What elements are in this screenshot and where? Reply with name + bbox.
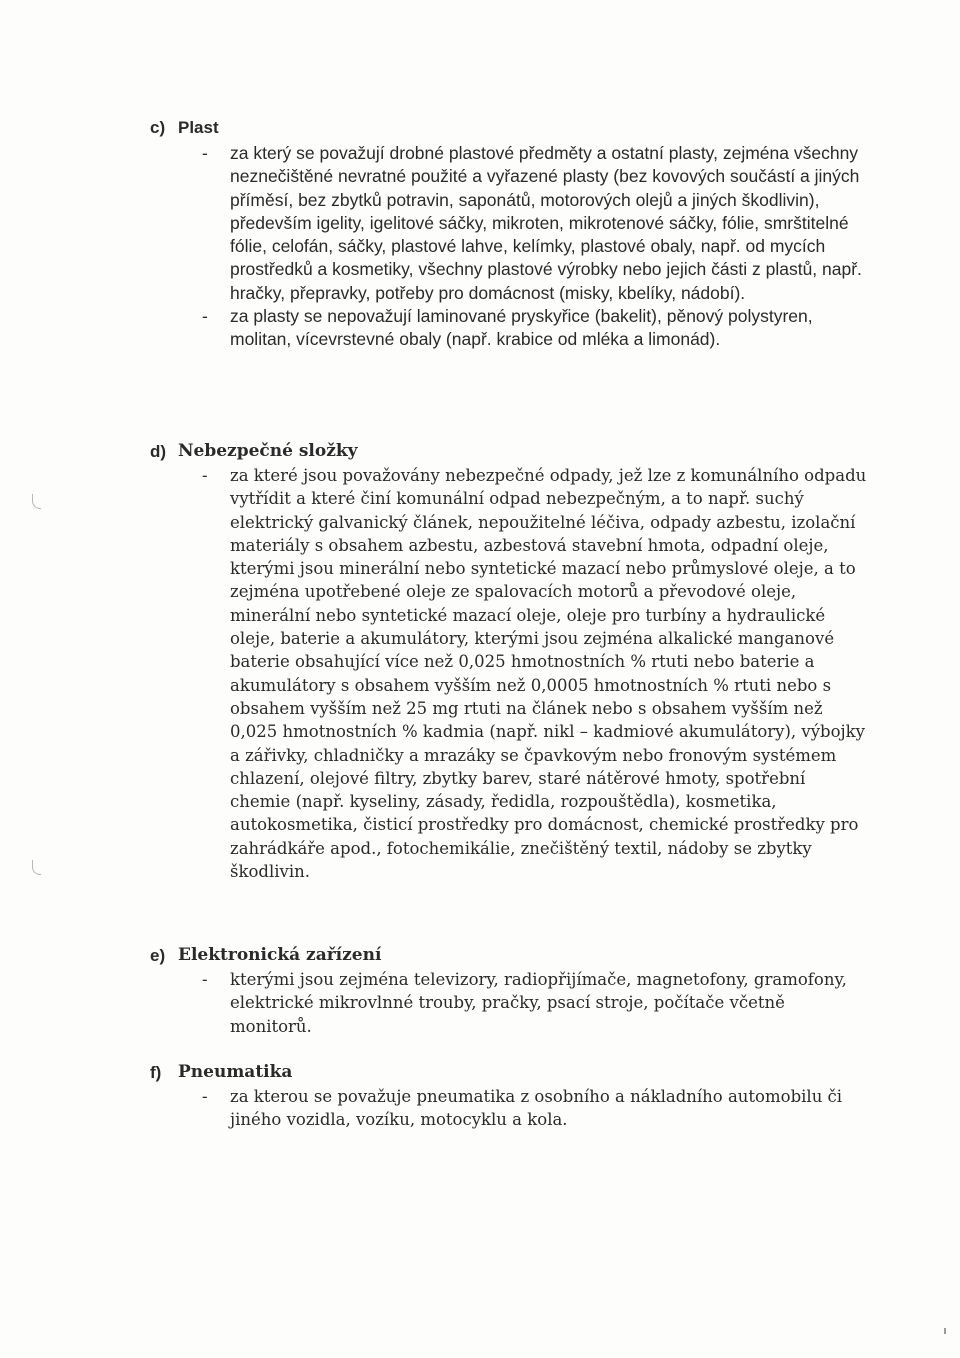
list-dash: -: [202, 143, 208, 163]
section-letter: d): [150, 442, 167, 461]
scan-speck: [944, 1328, 946, 1334]
section-letter: f): [150, 1063, 162, 1082]
list-item: [150, 142, 870, 305]
section-title: Pneumatika: [178, 1062, 293, 1082]
section-heading: [150, 944, 870, 967]
list-item: [150, 464, 870, 883]
list-item-text: za plasty se nepovažují laminované pryskyřice (bakelit), pěnový polystyren, molitan, vícevrstevné obaly (např. krabice od mléka a limonád).: [230, 306, 813, 350]
section-plast: [150, 116, 870, 352]
list-dash: -: [202, 1087, 208, 1106]
section-heading: [150, 1061, 870, 1084]
list-item: [150, 1085, 870, 1132]
section-title: Elektronická zařízení: [178, 945, 382, 965]
section-title: Nebezpečné složky: [178, 441, 358, 461]
section-title: Plast: [178, 118, 219, 137]
section-heading: [150, 116, 870, 139]
list-item-text: za kterou se považuje pneumatika z osobního a nákladního automobilu či jiného vozidla, vozíku, motocyklu a kola.: [230, 1087, 843, 1130]
section-heading: [150, 440, 870, 463]
list-dash: -: [202, 306, 208, 327]
list-item: [150, 305, 870, 352]
list-item-text: za který se považují drobné plastové předměty a ostatní plasty, zejména všechny neznečištěné nevratné použité a vyřazené plasty (bez kovových součástí a jiných příměsí, bez zbytků potravin, saponátů, motorových olejů a jiných škodlivin), především igelity, igelitové sáčky, mikroten, mikrotenové sáčky, fólie, smrštitelné fólie, celofán, sáčky, plastové lahve, kelímky, plastové obaly, např. od mycích prostředků a kosmetiky, všechny plastové výrobky nebo jejich části z plastů, např. hračky, přepravky, potřeby pro domácnost (misky, kbelíky, nádobí).: [230, 143, 862, 303]
list-item-text: za které jsou považovány nebezpečné odpady, jež lze z komunálního odpadu vytřídit a které činí komunální odpad nebezpečným, a to např. suchý elektrický galvanický článek, nepoužitelné léčiva, odpady azbestu, izolační materiály s obsahem azbestu, azbestová stavební hmota, odpadní oleje, kterými jsou minerální nebo syntetické mazací nebo průmyslové oleje, a to zejména upotřebené oleje ze spalovacích motorů a převodové oleje, minerální nebo syntetické mazací oleje, oleje pro turbíny a hydraulické oleje, baterie a akumulátory, kterými jsou zejména alkalické manganové baterie obsahující více než 0,025 hmotnostních % rtuti nebo baterie a akumulátory s obsahem vyšším než 0,0005 hmotnostních % rtuti nebo s obsahem vyšším než 25 mg rtuti na článek nebo s obsahem vyšším než 0,025 hmotnostních % kadmia (např. nikl – kadmiové akumulátory), výbojky a zářivky, chladničky a mrazáky se čpavkovým nebo fronovým systémem chlazení, olejové filtry, zbytky barev, staré nátěrové hmoty, spotřební chemie (např. kyseliny, zásady, ředidla, rozpouštědla), kosmetika, autokosmetika, čisticí prostředky pro domácnost, chemické prostředky pro zahrádkáře apod., fotochemikálie, znečištěný textil, nádoby se zbytky škodlivin.: [230, 466, 867, 882]
list-item-text: kterými jsou zejména televizory, radiopřijímače, magnetofony, gramofony, elektrické mikrovlnné trouby, pračky, psací stroje, počítače včetně monitorů.: [230, 970, 847, 1036]
scan-mark: [32, 494, 41, 509]
section-letter: c): [150, 118, 166, 137]
list-dash: -: [202, 970, 208, 989]
list-dash: -: [202, 466, 208, 485]
section-elektronicka-zarizeni: [150, 944, 870, 1038]
scan-mark: [32, 860, 41, 875]
list-item: [150, 968, 870, 1038]
section-pneumatika: [150, 1061, 870, 1132]
section-nebezpecne-slozky: [150, 440, 870, 883]
section-letter: e): [150, 946, 166, 965]
